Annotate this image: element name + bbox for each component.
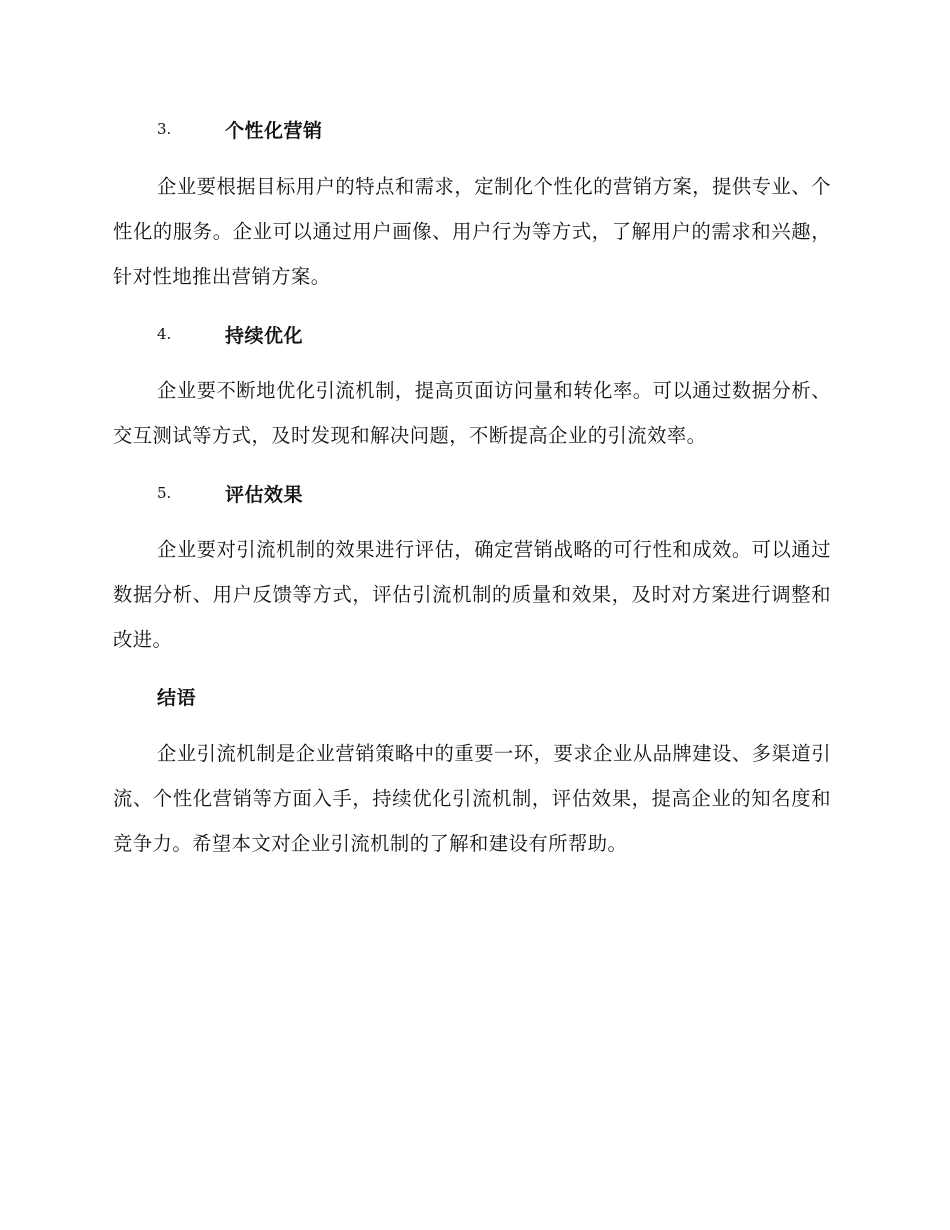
section-heading-5 — [157, 478, 303, 508]
section-number: 3. — [157, 120, 172, 138]
section-body: 企业要对引流机制的效果进行评估，确定营销战略的可行性和成效。可以通过数据分析、用户反馈等方式，评估引流机制的质量和效果，及时对方案进行调整和改进。 — [113, 538, 831, 651]
conclusion-body: 企业引流机制是企业营销策略中的重要一环，要求企业从品牌建设、多渠道引流、个性化营销等方面入手，持续优化引流机制，评估效果，提高企业的知名度和竞争力。希望本文对企业引流机制的了解和建设有所帮助。 — [113, 742, 831, 855]
conclusion-title: 结语 — [157, 687, 197, 709]
section-number: 4. — [157, 325, 172, 343]
section-heading-4 — [157, 319, 303, 349]
section-number: 5. — [157, 484, 172, 502]
section-body: 企业要根据目标用户的特点和需求，定制化个性化的营销方案，提供专业、个性化的服务。企业可以通过用户画像、用户行为等方式，了解用户的需求和兴趣，针对性地推出营销方案。 — [113, 175, 831, 288]
section-heading-3 — [157, 114, 323, 144]
section-title: 持续优化 — [225, 324, 304, 347]
section-title: 个性化营销 — [225, 119, 323, 142]
section-title: 评估效果 — [225, 483, 304, 506]
section-body: 企业要不断地优化引流机制，提高页面访问量和转化率。可以通过数据分析、交互测试等方式，及时发现和解决问题，不断提高企业的引流效率。 — [113, 379, 831, 447]
